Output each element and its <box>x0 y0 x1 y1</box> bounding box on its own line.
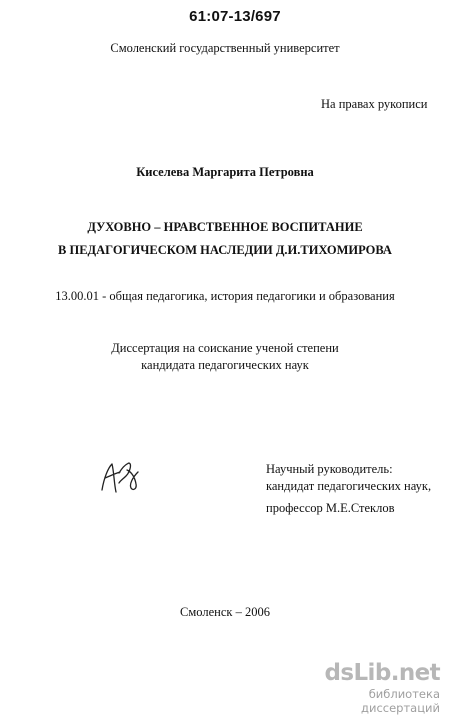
degree-line2: кандидата педагогических наук <box>141 358 309 372</box>
archive-stamp-code: 61:07-13/697 <box>189 8 281 25</box>
city-year: Смоленск – 2006 <box>180 605 270 619</box>
advisor-degree: кандидат педагогических наук, <box>266 479 432 493</box>
handwritten-signature-icon <box>92 448 152 508</box>
university-name: Смоленский государственный университет <box>110 41 340 55</box>
dslib-watermark <box>318 659 440 715</box>
advisor-label: Научный руководитель: <box>266 462 393 476</box>
author-name: Киселева Маргарита Петровна <box>136 165 314 179</box>
specialty-code: 13.00.01 - общая педагогика, история педагогики и образования <box>55 289 395 303</box>
dslib-watermark-brand: dsLib.net <box>324 660 440 686</box>
degree-line1: Диссертация на соискание ученой степени <box>111 341 339 355</box>
dissertation-title-line2: В ПЕДАГОГИЧЕСКОМ НАСЛЕДИИ Д.И.ТИХОМИРОВА <box>58 243 392 257</box>
advisor-name: профессор М.Е.Стеклов <box>266 501 395 515</box>
dslib-watermark-caption: библиотека диссертаций <box>361 687 440 715</box>
dissertation-title-line1: ДУХОВНО – НРАВСТВЕННОЕ ВОСПИТАНИЕ <box>87 220 363 234</box>
manuscript-rights-note: На правах рукописи <box>321 97 428 111</box>
